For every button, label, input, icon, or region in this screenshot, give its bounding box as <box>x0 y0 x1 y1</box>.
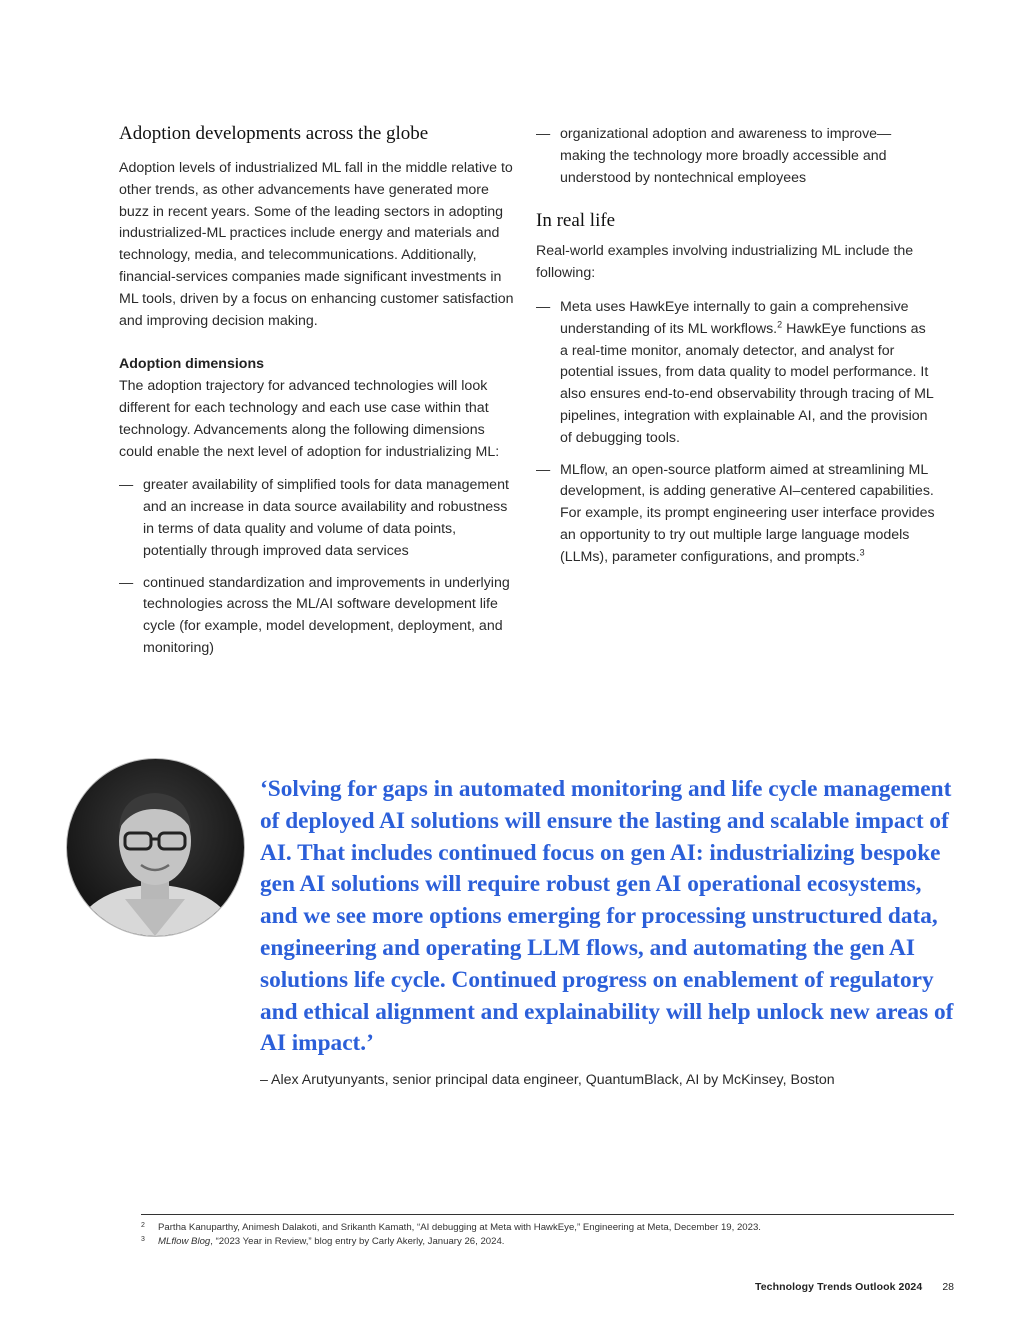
footnote-number: 2 <box>141 1222 145 1229</box>
list-item-text: organizational adoption and awareness to improve—making the technology more broadly accessible and understood by nontechnical employees <box>560 126 892 186</box>
dimensions-list-continued <box>536 124 936 189</box>
list-item-text: continued standardization and improvements in underlying technologies across the ML/AI software development life cycle (for example, model development, deployment, and monitoring) <box>143 574 510 656</box>
dash-bullet: — <box>536 126 551 142</box>
footnote-text: Partha Kanuparthy, Animesh Dalakoti, and Srikanth Kamath, “AI debugging at Meta with HawkEye,” Engineering at Meta, December 19, 2023. <box>158 1222 761 1233</box>
list-item-text: Meta uses HawkEye internally to gain a comprehensive understanding of its ML workflows. <box>560 298 909 337</box>
adoption-intro-paragraph: Adoption levels of industrialized ML fall in the middle relative to other trends, as other advancements have generated more buzz in recent years. Some of the leading sectors in adopting industrialized-ML practices include energy and materials and technology, media, and telecommunications. Additionally, financial-services companies made significant investments in ML tools, driven by a focus on enhancing customer satisfaction and improving decision making. <box>119 160 514 329</box>
right-column <box>536 124 936 579</box>
dash-bullet: — <box>536 461 551 478</box>
footnote-text: , “2023 Year in Review,” blog entry by Carly Akerly, January 26, 2024. <box>210 1236 505 1247</box>
dimensions-list <box>119 475 517 659</box>
dash-bullet: — <box>536 298 551 315</box>
quote-text: ‘Solving for gaps in automated monitoring and life cycle management of deployed AI solutions will ensure the lasting and scalable impact of AI. That includes continued focus on gen AI: industrializing bespoke gen AI solutions will require robust gen AI operational ecosystems, and we see more options emerging for processing unstructured data, engineering and operating LLM flows, and automating the gen AI solutions life cycle. Continued progress on enablement of regulatory and ethical alignment and explainability will help unlock new areas of AI impact.’ <box>260 776 954 1057</box>
report-title: Technology Trends Outlook 2024 <box>754 1281 923 1293</box>
avatar <box>66 758 245 937</box>
list-item-mlflow <box>536 460 936 569</box>
section-title-real-life: In real life <box>536 210 616 232</box>
list-item-hawkeye <box>536 297 936 450</box>
footnote-number: 3 <box>141 1236 145 1243</box>
quote-attribution: – Alex Arutyunyants, senior principal data engineer, QuantumBlack, AI by McKinsey, Boston <box>260 1072 835 1089</box>
footnote-ref: 3 <box>859 547 865 558</box>
pull-quote <box>260 774 960 1090</box>
section-title-adoption: Adoption developments across the globe <box>119 123 429 144</box>
footnote <box>141 1221 954 1235</box>
page-number: 28 <box>942 1281 954 1293</box>
footnote <box>141 1235 954 1249</box>
list-item-text: HawkEye functions as a real-time monitor, anomaly detector, and analyst for potential issues, from data quality to model performance. It also ensures end-to-end observability through tracing of ML pipelines, integration with explainable AI, and the provision of debugging tools. <box>560 320 934 446</box>
list-item <box>536 124 936 189</box>
footnote-source-title: MLflow Blog <box>158 1236 211 1247</box>
list-item <box>119 573 517 660</box>
real-life-intro: Real-world examples involving industrializing ML include the following: <box>536 243 914 282</box>
dash-bullet: — <box>119 477 134 494</box>
left-column <box>119 122 517 670</box>
page-footer <box>755 1281 954 1293</box>
list-item-text: MLflow, an open-source platform aimed at streamlining ML development, is adding generative AI–centered capabilities. For example, its prompt engineering user interface provides an opportunity to try out multiple large language models (LLMs), parameter configurations, and prompts. <box>560 461 935 565</box>
dash-bullet: — <box>119 574 134 591</box>
list-item-text: greater availability of simplified tools for data management and an increase in data source availability and robustness in terms of data quality and volume of data points, potentially through improved data services <box>143 477 509 559</box>
subheading-adoption-dimensions: Adoption dimensions <box>119 356 265 373</box>
footnote-ref: 2 <box>777 319 783 330</box>
footnotes <box>141 1214 954 1249</box>
list-item <box>119 475 517 562</box>
adoption-dimensions-paragraph: The adoption trajectory for advanced technologies will look different for each technology and each use case within that technology. Advancements along the following dimensions could enable the next level of adoption for industrializing ML: <box>119 378 500 460</box>
portrait-photo-icon <box>67 759 244 936</box>
real-life-list <box>536 297 936 569</box>
